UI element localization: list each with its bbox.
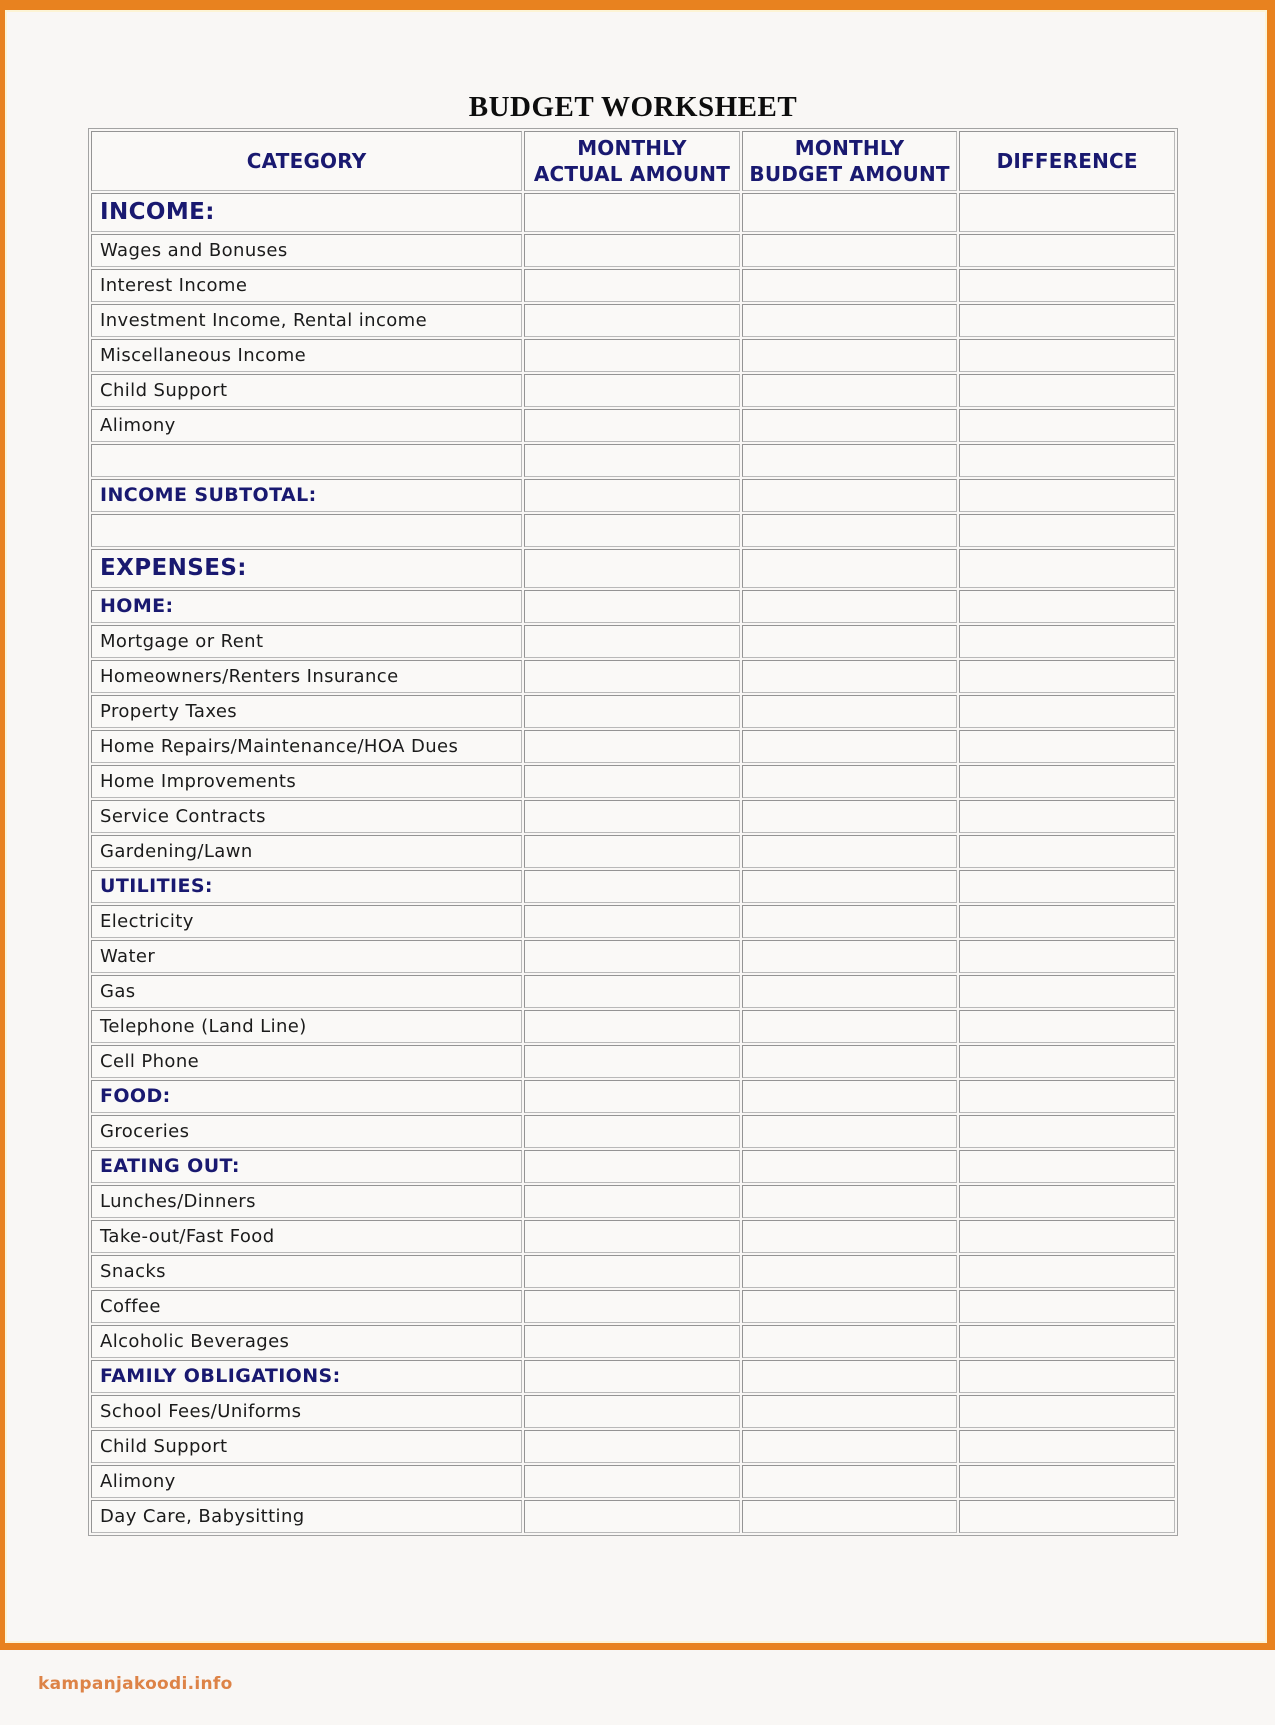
table-row [91, 1430, 1175, 1463]
category-cell: Interest Income [91, 269, 522, 302]
difference-cell [959, 1080, 1175, 1113]
budget-amount-cell [742, 1010, 958, 1043]
table-row [91, 1150, 1175, 1183]
difference-cell [959, 269, 1175, 302]
category-cell: Coffee [91, 1290, 522, 1323]
difference-cell [959, 590, 1175, 623]
actual-amount-cell [524, 409, 740, 442]
budget-amount-cell [742, 514, 958, 547]
page-title: BUDGET WORKSHEET [468, 91, 798, 123]
difference-cell [959, 660, 1175, 693]
table-row [91, 940, 1175, 973]
category-cell: Day Care, Babysitting [91, 1500, 522, 1533]
budget-amount-cell [742, 339, 958, 372]
difference-cell [959, 1045, 1175, 1078]
table-row [91, 514, 1175, 547]
budget-amount-cell [742, 1325, 958, 1358]
table-row [91, 269, 1175, 302]
table-row [91, 1185, 1175, 1218]
budget-amount-cell [742, 269, 958, 302]
budget-amount-cell [742, 870, 958, 903]
actual-amount-cell [524, 975, 740, 1008]
actual-amount-cell [524, 800, 740, 833]
difference-cell [959, 835, 1175, 868]
budget-amount-cell [742, 730, 958, 763]
actual-amount-cell [524, 835, 740, 868]
actual-amount-cell [524, 1430, 740, 1463]
worksheet-page [5, 92, 1267, 1725]
table-row [91, 1080, 1175, 1113]
difference-cell [959, 1150, 1175, 1183]
section-header-cell: INCOME: [91, 193, 522, 232]
table-row [91, 1045, 1175, 1078]
category-cell: Home Repairs/Maintenance/HOA Dues [91, 730, 522, 763]
category-cell: Mortgage or Rent [91, 625, 522, 658]
section-header-cell: FAMILY OBLIGATIONS: [91, 1360, 522, 1393]
difference-cell [959, 1290, 1175, 1323]
difference-cell [959, 765, 1175, 798]
actual-amount-cell [524, 1045, 740, 1078]
budget-amount-cell [742, 800, 958, 833]
actual-amount-cell [524, 1325, 740, 1358]
difference-cell [959, 1360, 1175, 1393]
table-row [91, 1395, 1175, 1428]
budget-amount-cell [742, 1290, 958, 1323]
table-row [91, 1360, 1175, 1393]
category-cell: Gas [91, 975, 522, 1008]
table-row [91, 444, 1175, 477]
budget-amount-cell [742, 905, 958, 938]
table-row [91, 1500, 1175, 1533]
budget-amount-cell [742, 193, 958, 232]
category-cell: Alimony [91, 409, 522, 442]
budget-amount-cell [742, 304, 958, 337]
budget-amount-cell [742, 660, 958, 693]
category-cell: Groceries [91, 1115, 522, 1148]
actual-amount-cell [524, 905, 740, 938]
table-row [91, 800, 1175, 833]
actual-amount-cell [524, 514, 740, 547]
actual-amount-cell [524, 730, 740, 763]
column-header-monthly-actual [524, 131, 740, 191]
category-cell: Investment Income, Rental income [91, 304, 522, 337]
category-cell: Electricity [91, 905, 522, 938]
difference-cell [959, 409, 1175, 442]
difference-cell [959, 1395, 1175, 1428]
difference-cell [959, 1010, 1175, 1043]
blank-category-cell [91, 444, 522, 477]
budget-amount-cell [742, 1255, 958, 1288]
category-cell: Water [91, 940, 522, 973]
difference-cell [959, 444, 1175, 477]
difference-cell [959, 479, 1175, 512]
table-row [91, 870, 1175, 903]
section-header-cell: INCOME SUBTOTAL: [91, 479, 522, 512]
budget-amount-cell [742, 479, 958, 512]
header-row [91, 131, 1175, 191]
difference-cell [959, 870, 1175, 903]
actual-amount-cell [524, 1115, 740, 1148]
actual-amount-cell [524, 1465, 740, 1498]
category-cell: Alcoholic Beverages [91, 1325, 522, 1358]
actual-amount-cell [524, 444, 740, 477]
budget-amount-cell [742, 1115, 958, 1148]
actual-amount-cell [524, 339, 740, 372]
table-row [91, 234, 1175, 267]
table-row [91, 660, 1175, 693]
actual-amount-cell [524, 870, 740, 903]
table-row [91, 1465, 1175, 1498]
actual-amount-cell [524, 1360, 740, 1393]
budget-amount-cell [742, 1500, 958, 1533]
table-row [91, 590, 1175, 623]
actual-amount-cell [524, 940, 740, 973]
difference-cell [959, 234, 1175, 267]
difference-cell [959, 1220, 1175, 1253]
difference-cell [959, 800, 1175, 833]
category-cell: Miscellaneous Income [91, 339, 522, 372]
watermark-text: kampanjakoodi.info [38, 1674, 233, 1694]
header-line-2: BUDGET AMOUNT [749, 162, 950, 186]
difference-cell [959, 339, 1175, 372]
budget-amount-cell [742, 444, 958, 477]
blank-category-cell [91, 514, 522, 547]
header-line-2: ACTUAL AMOUNT [533, 162, 731, 186]
difference-cell [959, 975, 1175, 1008]
budget-amount-cell [742, 1150, 958, 1183]
actual-amount-cell [524, 1290, 740, 1323]
table-row [91, 479, 1175, 512]
actual-amount-cell [524, 193, 740, 232]
budget-amount-cell [742, 409, 958, 442]
actual-amount-cell [524, 269, 740, 302]
difference-cell [959, 1465, 1175, 1498]
category-cell: Homeowners/Renters Insurance [91, 660, 522, 693]
category-cell: Take-out/Fast Food [91, 1220, 522, 1253]
budget-amount-cell [742, 549, 958, 588]
category-cell: Snacks [91, 1255, 522, 1288]
section-header-cell: FOOD: [91, 1080, 522, 1113]
budget-amount-cell [742, 975, 958, 1008]
category-cell: Property Taxes [91, 695, 522, 728]
actual-amount-cell [524, 1395, 740, 1428]
actual-amount-cell [524, 1080, 740, 1113]
budget-amount-cell [742, 1360, 958, 1393]
actual-amount-cell [524, 549, 740, 588]
table-row [91, 409, 1175, 442]
column-header-category: CATEGORY [91, 131, 522, 191]
actual-amount-cell [524, 1185, 740, 1218]
table-row [91, 765, 1175, 798]
difference-cell [959, 193, 1175, 232]
budget-amount-cell [742, 835, 958, 868]
table-row [91, 339, 1175, 372]
section-header-cell: EATING OUT: [91, 1150, 522, 1183]
category-cell: Service Contracts [91, 800, 522, 833]
difference-cell [959, 695, 1175, 728]
category-cell: School Fees/Uniforms [91, 1395, 522, 1428]
table-row [91, 975, 1175, 1008]
table-row [91, 1325, 1175, 1358]
difference-cell [959, 1430, 1175, 1463]
budget-table [88, 128, 1178, 1536]
difference-cell [959, 1500, 1175, 1533]
category-cell: Cell Phone [91, 1045, 522, 1078]
column-header-difference: DIFFERENCE [959, 131, 1175, 191]
difference-cell [959, 1115, 1175, 1148]
actual-amount-cell [524, 1010, 740, 1043]
difference-cell [959, 1325, 1175, 1358]
actual-amount-cell [524, 1220, 740, 1253]
table-row [91, 695, 1175, 728]
table-row [91, 905, 1175, 938]
actual-amount-cell [524, 660, 740, 693]
table-row [91, 1115, 1175, 1148]
table-row [91, 835, 1175, 868]
actual-amount-cell [524, 1500, 740, 1533]
category-cell: Wages and Bonuses [91, 234, 522, 267]
difference-cell [959, 1185, 1175, 1218]
actual-amount-cell [524, 625, 740, 658]
actual-amount-cell [524, 479, 740, 512]
actual-amount-cell [524, 765, 740, 798]
category-cell: Lunches/Dinners [91, 1185, 522, 1218]
category-cell: Home Improvements [91, 765, 522, 798]
actual-amount-cell [524, 590, 740, 623]
table-row [91, 549, 1175, 588]
budget-amount-cell [742, 1080, 958, 1113]
actual-amount-cell [524, 1150, 740, 1183]
budget-amount-cell [742, 765, 958, 798]
actual-amount-cell [524, 234, 740, 267]
budget-amount-cell [742, 1185, 958, 1218]
table-row [91, 193, 1175, 232]
budget-amount-cell [742, 1220, 958, 1253]
actual-amount-cell [524, 304, 740, 337]
column-header-monthly-budget [742, 131, 958, 191]
table-row [91, 1290, 1175, 1323]
budget-amount-cell [742, 1395, 958, 1428]
header-line-1: MONTHLY [577, 136, 687, 160]
header-line-1: MONTHLY [794, 136, 905, 160]
budget-amount-cell [742, 940, 958, 973]
category-cell: Alimony [91, 1465, 522, 1498]
actual-amount-cell [524, 1255, 740, 1288]
budget-amount-cell [742, 1045, 958, 1078]
budget-amount-cell [742, 234, 958, 267]
actual-amount-cell [524, 374, 740, 407]
section-header-cell: EXPENSES: [91, 549, 522, 588]
budget-amount-cell [742, 1465, 958, 1498]
difference-cell [959, 905, 1175, 938]
section-header-cell: UTILITIES: [91, 870, 522, 903]
difference-cell [959, 514, 1175, 547]
budget-amount-cell [742, 590, 958, 623]
table-row [91, 304, 1175, 337]
difference-cell [959, 730, 1175, 763]
difference-cell [959, 940, 1175, 973]
difference-cell [959, 304, 1175, 337]
table-row [91, 730, 1175, 763]
table-row [91, 1010, 1175, 1043]
table-row [91, 625, 1175, 658]
budget-amount-cell [742, 374, 958, 407]
budget-amount-cell [742, 695, 958, 728]
table-row [91, 1220, 1175, 1253]
category-cell: Telephone (Land Line) [91, 1010, 522, 1043]
budget-amount-cell [742, 625, 958, 658]
category-cell: Gardening/Lawn [91, 835, 522, 868]
category-cell: Child Support [91, 1430, 522, 1463]
section-header-cell: HOME: [91, 590, 522, 623]
difference-cell [959, 549, 1175, 588]
budget-amount-cell [742, 1430, 958, 1463]
actual-amount-cell [524, 695, 740, 728]
table-row [91, 1255, 1175, 1288]
difference-cell [959, 374, 1175, 407]
category-cell: Child Support [91, 374, 522, 407]
difference-cell [959, 1255, 1175, 1288]
difference-cell [959, 625, 1175, 658]
table-row [91, 374, 1175, 407]
